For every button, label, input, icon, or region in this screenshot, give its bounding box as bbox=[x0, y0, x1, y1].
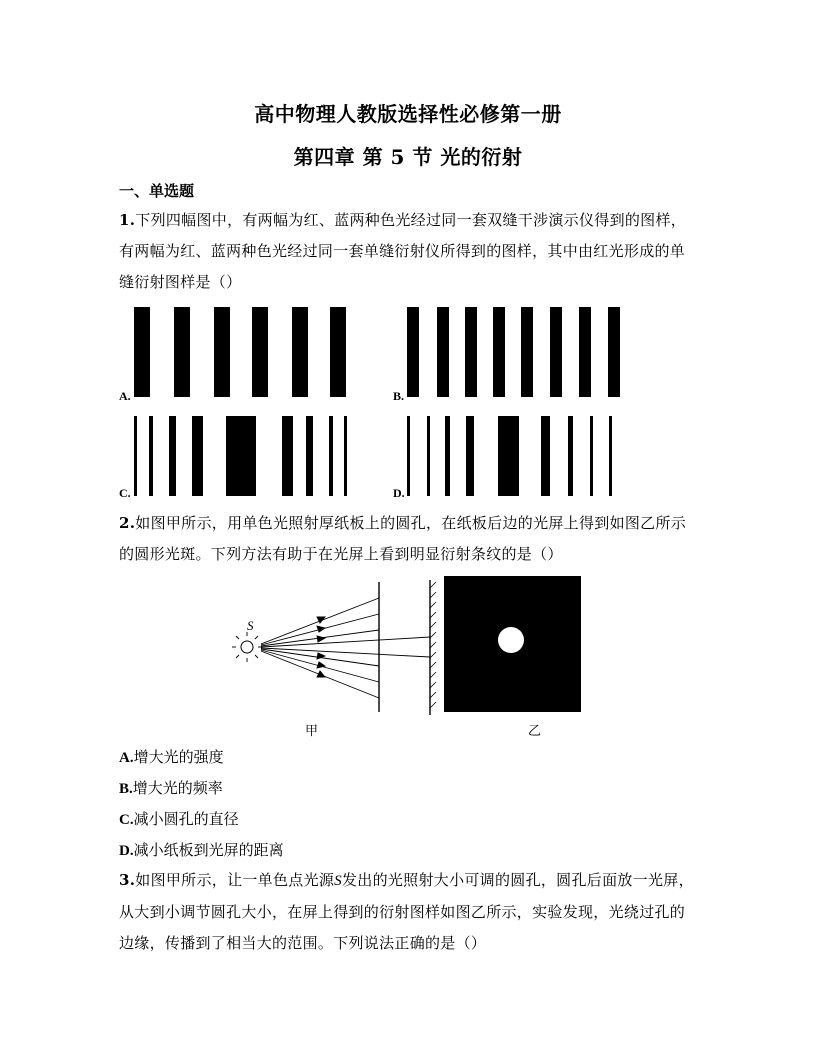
choice-c[interactable]: C.减小圆孔的直径 bbox=[119, 810, 239, 828]
stripe bbox=[282, 416, 293, 496]
source-symbol: S bbox=[334, 873, 342, 889]
choice-a[interactable]: A.增大光的强度 bbox=[119, 748, 224, 766]
option-d-label: D. bbox=[393, 486, 405, 500]
light-spot bbox=[498, 627, 524, 653]
stripe bbox=[329, 416, 333, 496]
choice-d[interactable]: D.减小纸板到光屏的距离 bbox=[119, 841, 284, 859]
pattern-c bbox=[134, 416, 349, 496]
stripe bbox=[407, 416, 410, 496]
pattern-b bbox=[407, 307, 621, 397]
question-1 bbox=[119, 205, 699, 298]
source-label: S bbox=[247, 618, 254, 633]
pattern-d bbox=[407, 416, 615, 496]
option-c-label: C. bbox=[119, 486, 131, 500]
sun-icon bbox=[232, 632, 262, 662]
stripe bbox=[174, 307, 190, 397]
stripe bbox=[192, 416, 203, 496]
stripe bbox=[493, 307, 505, 397]
figure-caption-left: 甲 bbox=[305, 724, 319, 739]
stripe bbox=[306, 416, 313, 496]
stripe bbox=[466, 416, 474, 496]
stripe bbox=[344, 416, 347, 496]
question-2-text: 如图甲所示，用单色光照射厚纸板上的圆孔，在纸板后边的光屏上得到如图乙所示的圆形光斑。下列方法有助于在光屏上看到明显衍射条纹的是（） bbox=[119, 514, 687, 563]
stripe bbox=[498, 416, 519, 496]
question-3-number: 3. bbox=[119, 871, 136, 889]
question-2 bbox=[119, 508, 699, 570]
option-a-label: A. bbox=[119, 389, 131, 403]
stripe bbox=[465, 307, 477, 397]
question-1-text: 下列四幅图中，有两幅为红、蓝两种色光经过同一套双缝干涉演示仪得到的图样，有两幅为红、蓝两种色光经过同一套单缝衍射仪所得到的图样，其中由红光形成的单缝衍射图样是（） bbox=[119, 211, 687, 291]
stripe bbox=[226, 416, 256, 496]
stripe bbox=[521, 307, 533, 397]
stripe bbox=[541, 416, 550, 496]
stripe bbox=[568, 416, 573, 496]
document-subtitle: 第四章 第 5 节 光的衍射 bbox=[293, 145, 523, 169]
document-title: 高中物理人教版选择性必修第一册 bbox=[254, 102, 562, 126]
question-1-number: 1. bbox=[119, 211, 136, 229]
question-3: 3.如图甲所示，让一单色点光源S发出的光照射大小可调的圆孔，圆孔后面放一光屏，从大到小调节圆孔大小，在屏上得到的衍射图样如图乙所示，实验发现，光绕过孔的边缘，传播到了相当大的范围。下列说法正确的是（） bbox=[119, 871, 694, 952]
stripe bbox=[134, 416, 137, 496]
choice-b[interactable]: B.增大光的频率 bbox=[119, 779, 223, 797]
option-b-label: B. bbox=[393, 389, 405, 403]
stripe bbox=[609, 416, 612, 496]
stripe bbox=[437, 307, 449, 397]
stripe bbox=[292, 307, 308, 397]
figure-caption-right: 乙 bbox=[528, 724, 542, 739]
stripe bbox=[169, 416, 176, 496]
stripe bbox=[252, 307, 268, 397]
question-2-number: 2. bbox=[119, 514, 136, 532]
stripe bbox=[590, 416, 593, 496]
stripe bbox=[445, 416, 450, 496]
stripe bbox=[407, 307, 419, 397]
stripe bbox=[330, 307, 346, 397]
stripe bbox=[579, 307, 591, 397]
light-rays bbox=[261, 598, 430, 698]
stripe bbox=[149, 416, 153, 496]
stripe bbox=[214, 307, 230, 397]
stripe bbox=[427, 416, 430, 496]
stripe bbox=[134, 307, 150, 397]
pattern-a bbox=[134, 307, 346, 397]
stripe bbox=[550, 307, 562, 397]
question-2-figure bbox=[225, 570, 585, 730]
stripe bbox=[608, 307, 620, 397]
section-heading: 一、单选题 bbox=[119, 182, 195, 200]
light-screen bbox=[430, 580, 436, 715]
